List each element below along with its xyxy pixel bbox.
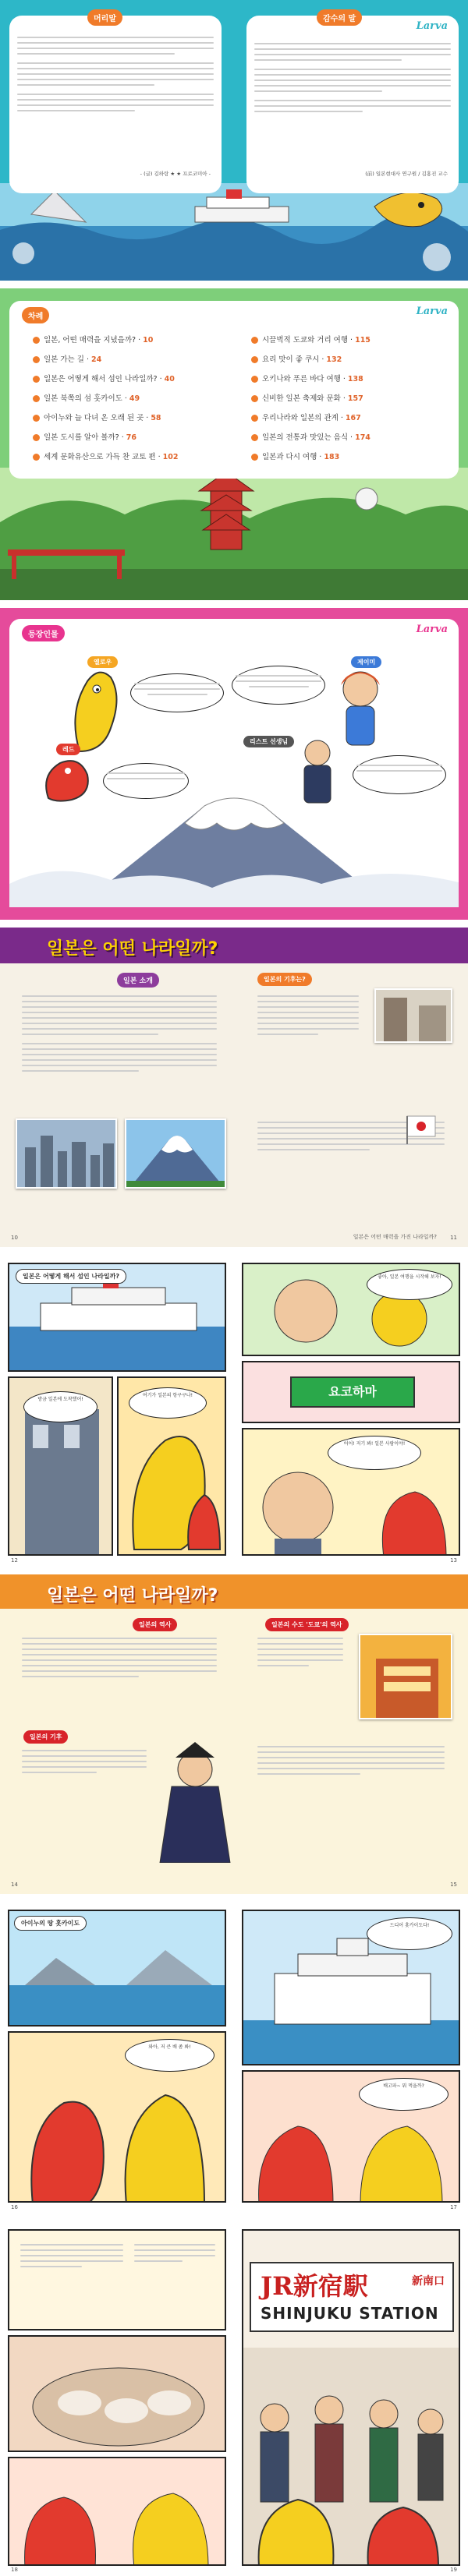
tokyo-photo xyxy=(359,1634,452,1719)
page-number-left: 16 xyxy=(11,2204,18,2210)
toc-item[interactable]: 일본 가는 길 · 24 xyxy=(33,353,101,364)
bullet-icon xyxy=(33,434,40,441)
page-number-left: 10 xyxy=(11,1235,18,1241)
bullet-icon xyxy=(251,337,258,344)
preface-left-signature: - (글) 김하랑 ★ ★ 프로코미아 - xyxy=(140,171,211,177)
station-name-en: SHINJUKU STATION xyxy=(261,2304,439,2323)
character-name-teacher: 리스트 선생님 xyxy=(243,736,294,747)
preface-left-card xyxy=(9,16,222,193)
toc-item[interactable]: 일본 북쪽의 섬 홋카이도 · 49 xyxy=(33,392,140,403)
speech-bubble: 좋아, 일본 여행을 시작해 보자! xyxy=(367,1269,452,1300)
station-name-jp: JR新宿駅 xyxy=(261,2271,368,2301)
speech-bubble xyxy=(103,763,189,799)
chapter1-box-heading: 일본 소개 xyxy=(117,973,159,988)
characters-spread xyxy=(0,608,468,920)
bullet-icon xyxy=(33,395,40,402)
preface-left-heading: 머리말 xyxy=(87,9,122,26)
japan-flag-icon xyxy=(406,1115,437,1146)
temple-illustration xyxy=(0,468,468,600)
characters-card xyxy=(9,619,459,907)
bullet-icon xyxy=(251,434,258,441)
chapter2-left-text-2 xyxy=(14,1746,154,1824)
character-name-jamie: 제이미 xyxy=(351,656,381,668)
bullet-icon xyxy=(33,454,40,461)
comic-panel xyxy=(8,2229,226,2330)
chapter2-right-text xyxy=(250,1634,351,1727)
chapter2-right-tag: 일본의 수도 '도쿄'의 역사 xyxy=(265,1618,349,1631)
page-number-right: 19 xyxy=(450,2567,457,2573)
toc-item[interactable]: 일본은 어떻게 해서 섬인 나라일까? · 40 xyxy=(33,373,175,383)
station-sign xyxy=(250,2262,454,2332)
page-number-left: 18 xyxy=(11,2567,18,2573)
bullet-icon xyxy=(33,415,40,422)
character-name-yellow: 옐로우 xyxy=(87,656,118,668)
chapter1-title: 일본은 어떤 나라일까? xyxy=(47,939,218,959)
speech-bubble: 와아, 저 큰 배 좀 봐! xyxy=(125,2039,214,2072)
chapter1-right-text xyxy=(250,988,367,1097)
red-character xyxy=(41,751,95,806)
brand-logo: Larva xyxy=(416,306,448,317)
station-exit-label: 新南口 xyxy=(412,2275,445,2288)
chapter2-left-tag-2: 일본의 기후 xyxy=(23,1730,68,1744)
sign-board: 요코하마 xyxy=(290,1376,415,1408)
comic2-spread xyxy=(0,1902,468,2214)
toc-item[interactable]: 일본, 어떤 매력을 지녔을까? · 10 xyxy=(33,334,153,345)
speech-bubble xyxy=(353,755,446,794)
bullet-icon xyxy=(251,415,258,422)
preface-right-heading: 감수의 말 xyxy=(317,9,362,26)
bullet-icon xyxy=(33,337,40,344)
chapter2-right-text-2 xyxy=(250,1742,452,1828)
city-photo xyxy=(16,1118,117,1189)
chapter1-spread xyxy=(0,928,468,1247)
character-name-red: 레드 xyxy=(56,744,80,755)
comic-panel xyxy=(8,2457,226,2566)
fuji-photo xyxy=(125,1118,226,1189)
station-panel xyxy=(242,2229,460,2566)
chapter2-spread xyxy=(0,1574,468,1894)
toc-item[interactable]: 우리나라와 일본의 관계 · 167 xyxy=(251,412,361,422)
bullet-icon xyxy=(251,454,258,461)
comic-panel xyxy=(8,2335,226,2452)
comic3-spread xyxy=(0,2221,468,2576)
preface-right-card xyxy=(246,16,459,193)
crowd-illustration xyxy=(243,2348,459,2566)
speech-bubble xyxy=(232,666,325,705)
toc-item[interactable]: 일본 도시를 알아 볼까? · 76 xyxy=(33,431,136,442)
toc-item[interactable]: 요리 맛이 좋 쿠시 · 132 xyxy=(251,353,342,364)
teacher-character xyxy=(290,736,345,806)
page-number-right: 15 xyxy=(450,1882,457,1888)
toc-spread xyxy=(0,288,468,600)
speech-bubble xyxy=(130,673,224,712)
bullet-icon xyxy=(251,395,258,402)
toc-item[interactable]: 신비한 일본 축제와 문화 · 157 xyxy=(251,392,363,403)
folio-right: 일본은 어떤 매력을 가진 나라일까? xyxy=(353,1234,437,1240)
page-number-left: 14 xyxy=(11,1882,18,1888)
comic-panel xyxy=(242,1361,460,1423)
toc-item[interactable]: 일본과 다시 여행 · 183 xyxy=(251,451,339,461)
chapter1-left-text xyxy=(14,988,225,1113)
page-number-right: 13 xyxy=(450,1557,457,1564)
chapter2-left-text xyxy=(14,1634,225,1727)
sea-illustration xyxy=(0,183,468,281)
speech-bubble: 방금 일본에 도착했어! xyxy=(23,1391,98,1422)
toc-card xyxy=(9,301,459,479)
toc-item[interactable]: 오키나와 푸른 바다 여행 · 138 xyxy=(251,373,363,383)
preface-left-text xyxy=(17,33,214,115)
preface-spread xyxy=(0,0,468,281)
chapter2-title: 일본은 어떤 나라일까? xyxy=(47,1586,218,1606)
comic2-caption: 아이누의 땅 홋카이도 xyxy=(14,1916,87,1931)
bullet-icon xyxy=(251,376,258,383)
chapter2-left-tag: 일본의 역사 xyxy=(133,1618,177,1631)
speech-bubble: 배고파~ 뭐 먹을까? xyxy=(359,2078,448,2111)
bullet-icon xyxy=(251,356,258,363)
page-number-left: 12 xyxy=(11,1557,18,1564)
brand-logo: Larva xyxy=(416,624,448,635)
toc-heading: 차례 xyxy=(22,307,49,323)
toc-item[interactable]: 일본의 전통과 맛있는 음식 · 174 xyxy=(251,431,370,442)
toc-item[interactable]: 시끌벅적 도쿄와 거리 여행 · 115 xyxy=(251,334,370,345)
page-number-right: 11 xyxy=(450,1235,457,1241)
bullet-icon xyxy=(33,376,40,383)
speech-bubble: 드디어 홋카이도다! xyxy=(367,1917,452,1950)
toc-item[interactable]: 세계 문화유산으로 가득 찬 교토 편 · 102 xyxy=(33,451,178,461)
page-number-right: 17 xyxy=(450,2204,457,2210)
chapter1-side-tag: 일본의 기후는? xyxy=(257,973,312,986)
brand-logo: Larva xyxy=(416,20,448,32)
comic1-spread xyxy=(0,1255,468,1567)
speech-bubble: 어어! 저기 봐! 일본 사람이야! xyxy=(328,1436,421,1470)
street-photo xyxy=(374,988,452,1043)
preface-right-signature: (前) 일본현대사 연구원 / 김홍진 교수 xyxy=(365,171,448,177)
samurai-illustration xyxy=(156,1738,234,1863)
bullet-icon xyxy=(33,356,40,363)
toc-item[interactable]: 아이누와 늘 다녀 온 오래 된 곳 · 58 xyxy=(33,412,161,422)
characters-heading: 등장인물 xyxy=(22,625,65,641)
speech-bubble: 여기가 일본의 항구구나! xyxy=(129,1387,207,1419)
comic1-caption: 일본은 어떻게 해서 섬인 나라일까? xyxy=(16,1269,126,1284)
preface-right-text xyxy=(254,39,451,116)
